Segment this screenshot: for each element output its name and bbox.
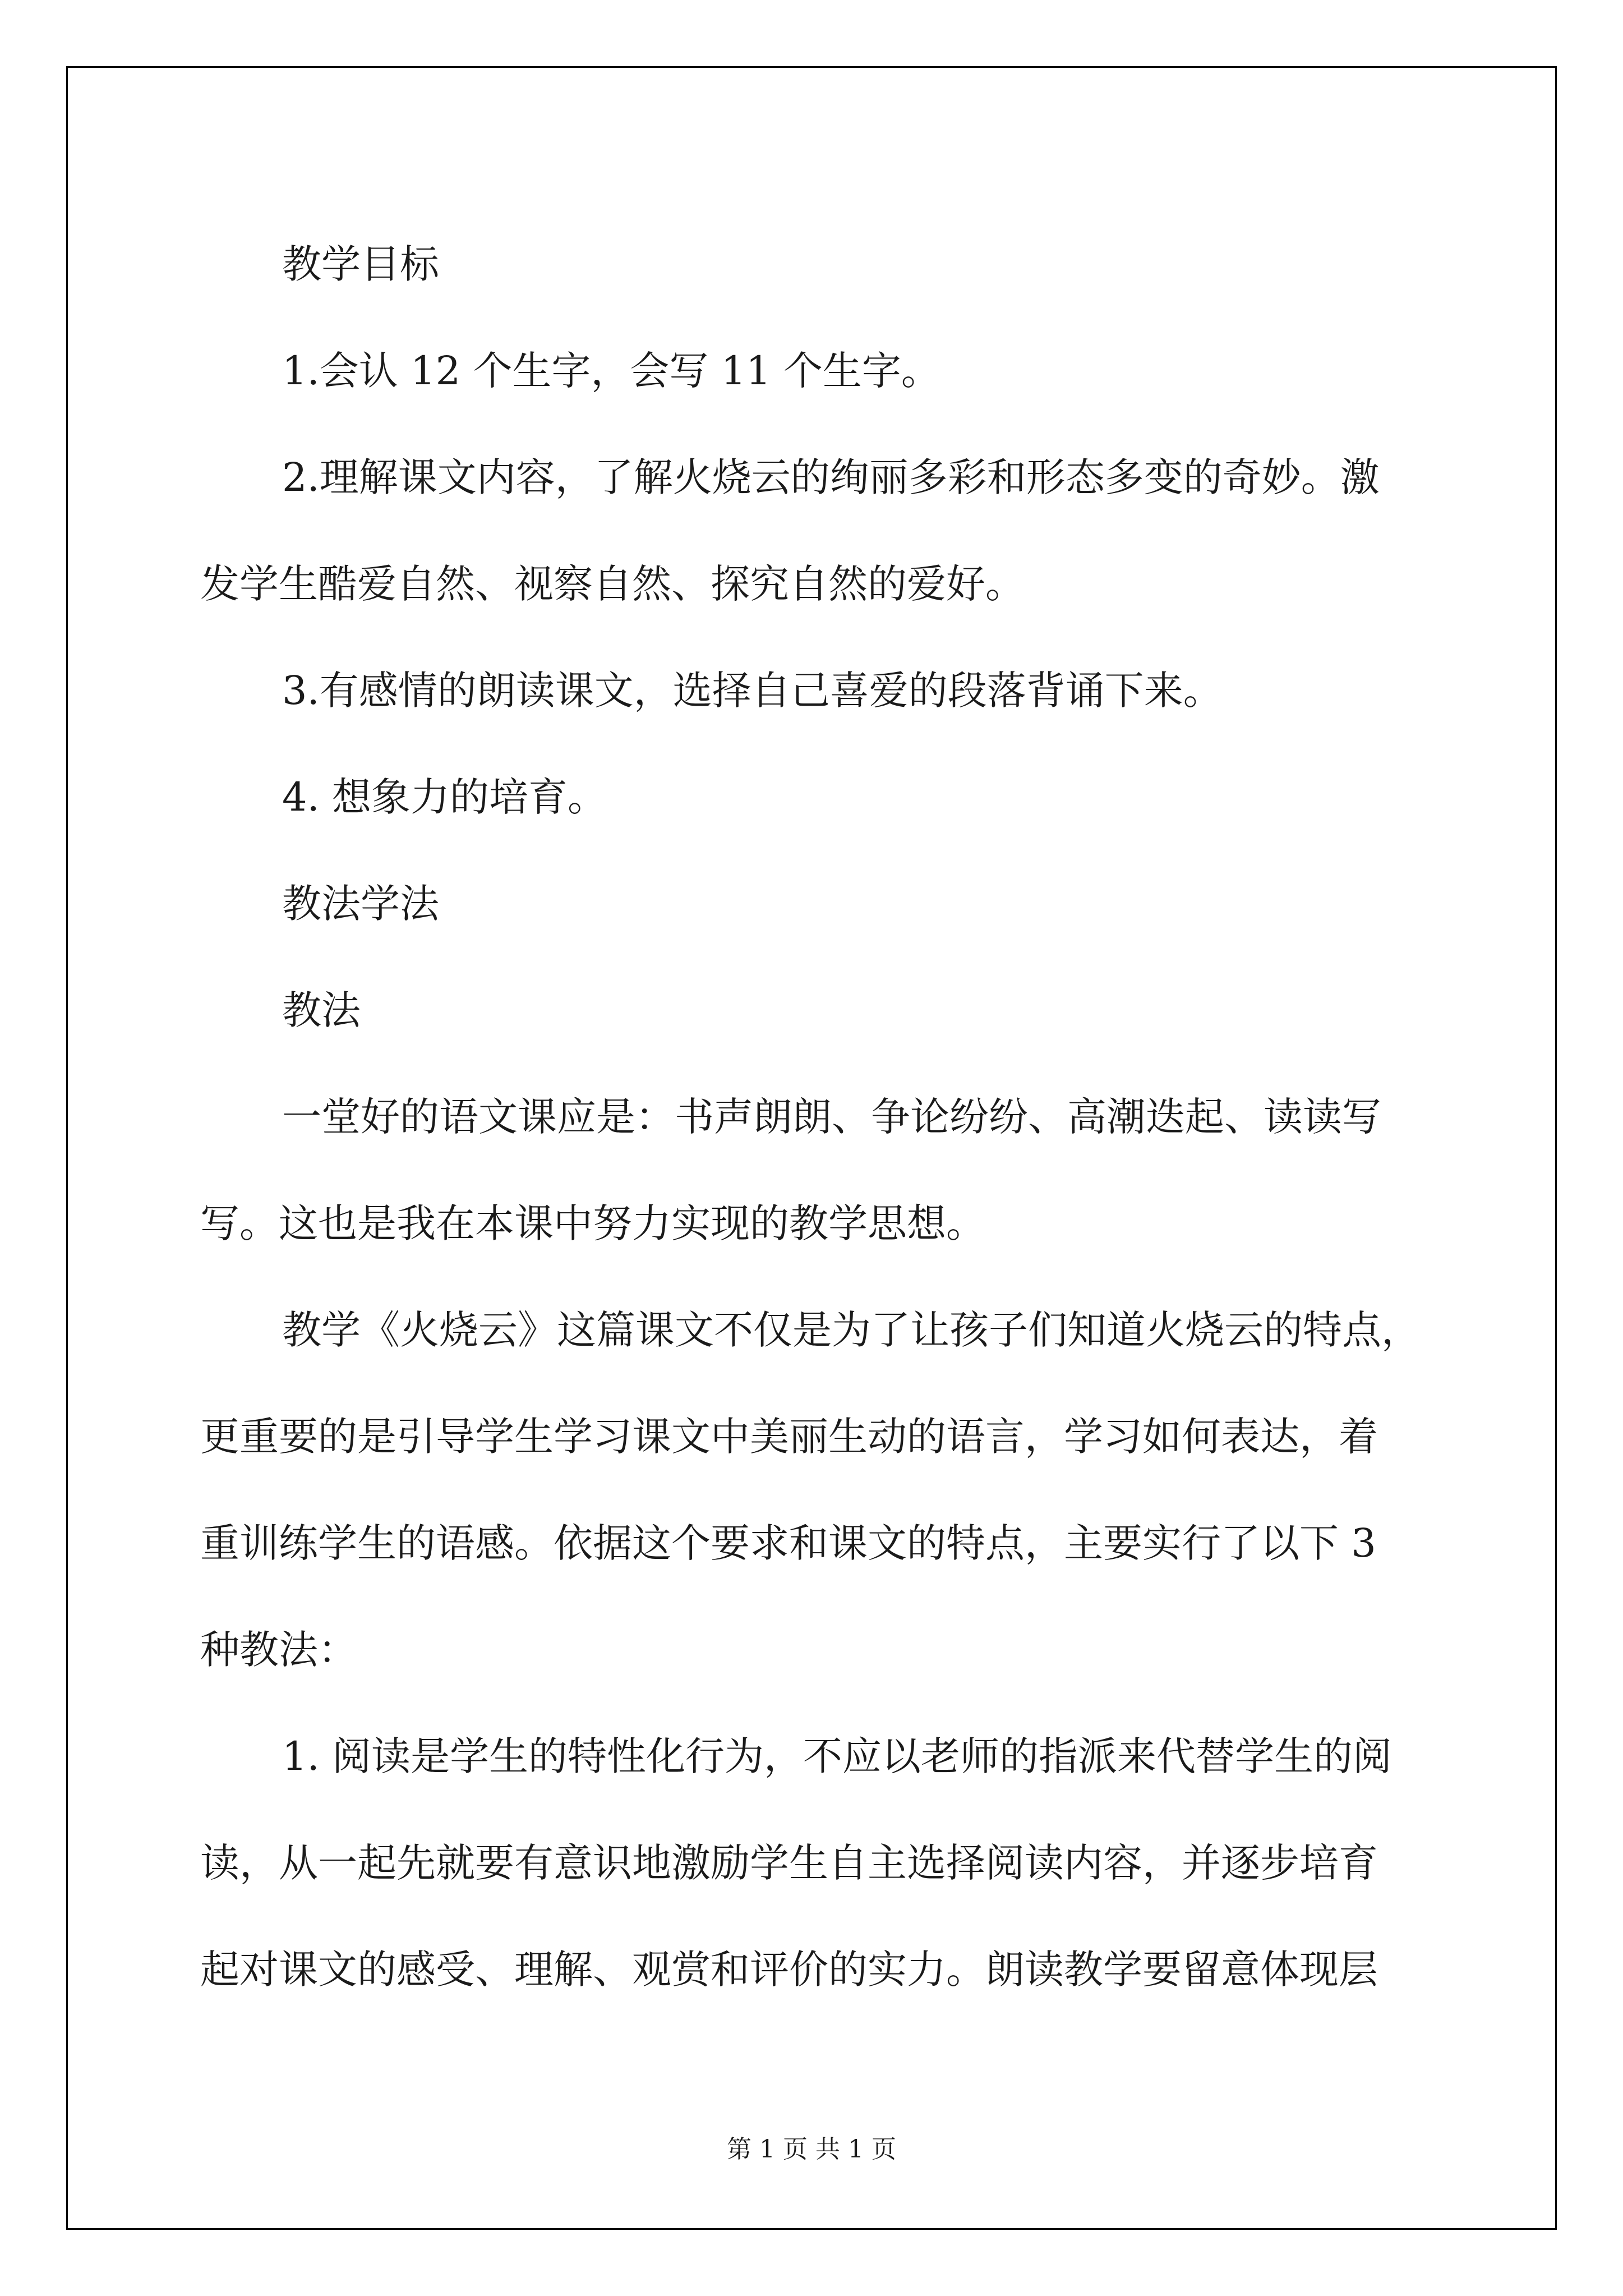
text-line: 读，从一起先就要有意识地激励学生自主选择阅读内容，并逐步培育 <box>200 1840 1378 1886</box>
document-body <box>200 211 1423 2023</box>
text-line: 写。这也是我在本课中努力实现的教学思想。 <box>200 1200 985 1246</box>
subsection-heading-teaching-methods: 教法 <box>282 987 361 1033</box>
section-heading-methods: 教法学法 <box>282 881 439 927</box>
text-line: 3.有感情的朗读课文，选择自己喜爱的段落背诵下来。 <box>282 668 1223 714</box>
text-line: 种教法： <box>200 1627 357 1673</box>
text-line: 教学《火烧云》这篇课文不仅是为了让孩子们知道火烧云的特点， <box>282 1307 1421 1353</box>
text-line: 更重要的是引导学生学习课文中美丽生动的语言，学习如何表达，着 <box>200 1414 1378 1460</box>
page-number-footer: 第 1 页 共 1 页 <box>727 2135 896 2164</box>
text-line: 一堂好的语文课应是：书声朗朗、争论纷纷、高潮迭起、读读写 <box>282 1094 1381 1140</box>
text-line: 重训练学生的语感。依据这个要求和课文的特点，主要实行了以下 3 <box>200 1520 1376 1566</box>
text-line: 2.理解课文内容，了解火烧云的绚丽多彩和形态多变的奇妙。激 <box>282 454 1380 500</box>
text-line: 发学生酷爱自然、视察自然、探究自然的爱好。 <box>200 561 1025 607</box>
text-line: 起对课文的感受、理解、观赏和评价的实力。朗读教学要留意体现层 <box>200 1947 1378 1993</box>
section-heading-teaching-goals: 教学目标 <box>282 241 439 287</box>
text-line: 1. 阅读是学生的特性化行为，不应以老师的指派来代替学生的阅 <box>282 1733 1393 1779</box>
text-line: 1.会认 12 个生字，会写 11 个生字。 <box>282 348 940 394</box>
text-line: 4. 想象力的培育。 <box>282 774 607 820</box>
